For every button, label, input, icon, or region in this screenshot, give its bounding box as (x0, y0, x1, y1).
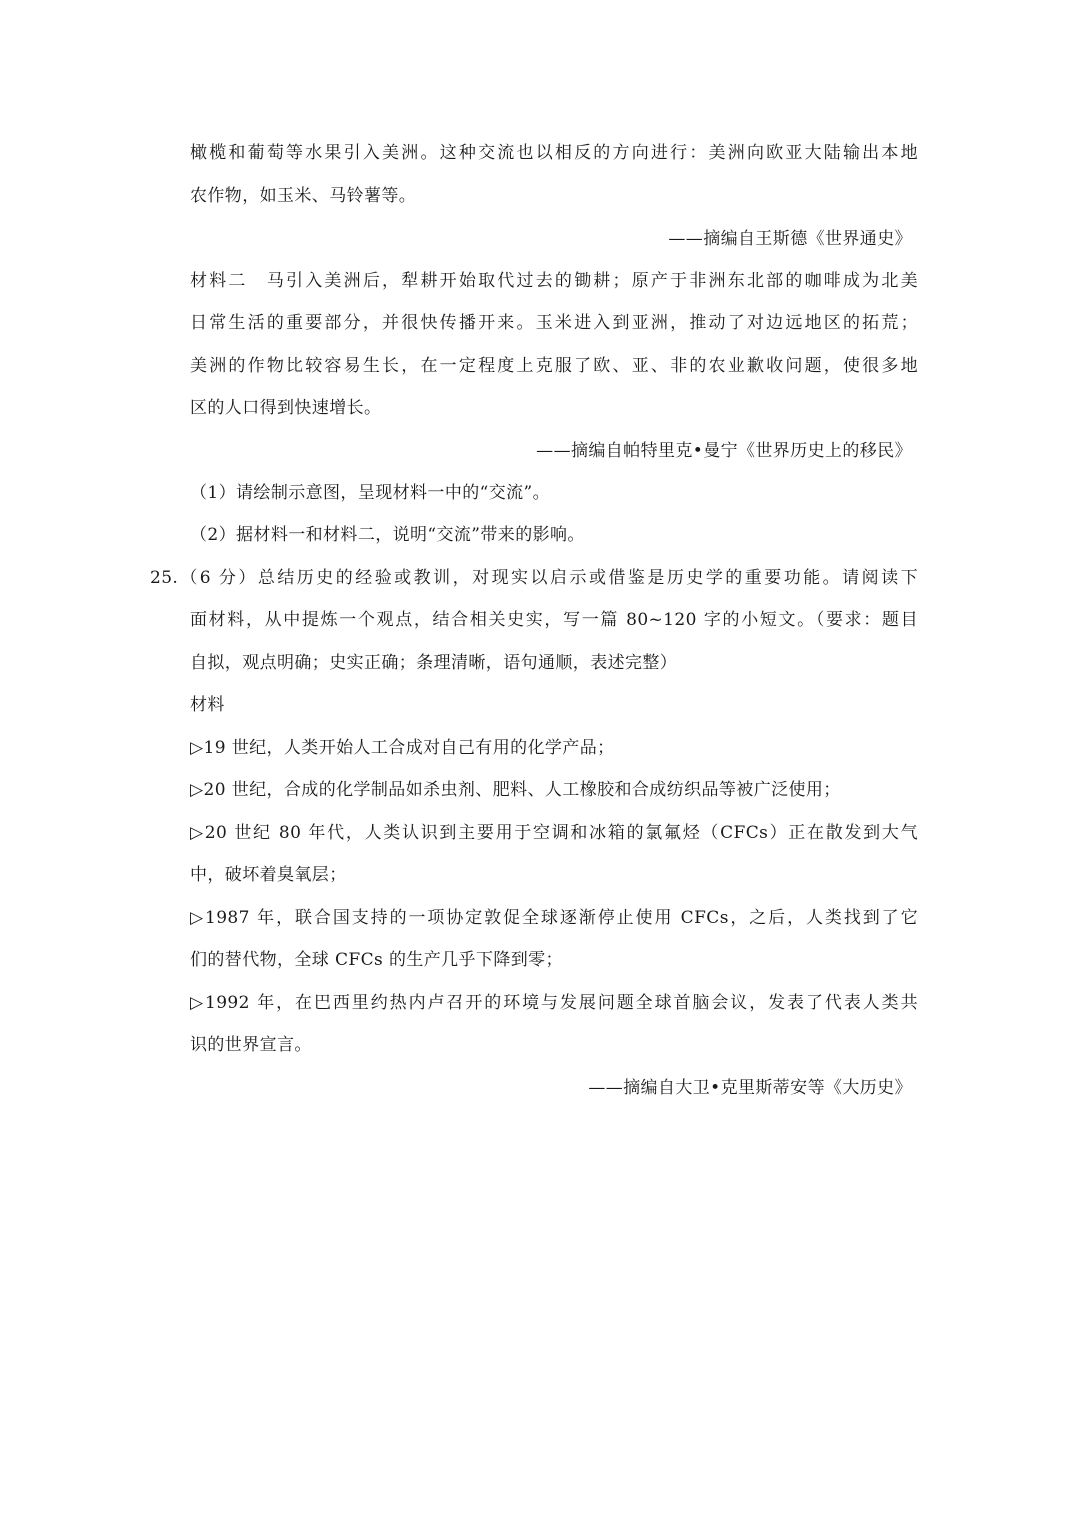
material2-line1: 材料二 马引入美洲后，犁耕开始取代过去的锄耕；原产于非洲东北部的咖啡成为北美 (190, 271, 918, 291)
question25-item5-line1: ▷1992 年，在巴西里约热内卢召开的环境与发展问题全球首脑会议，发表了代表人类共 (190, 993, 918, 1013)
material2-line3: 美洲的作物比较容易生长，在一定程度上克服了欧、亚、非的农业歉收问题，使很多地 (190, 356, 918, 376)
question25-line1: 25.（6 分）总结历史的经验或教训，对现实以启示或借鉴是历史学的重要功能。请阅读下 (150, 568, 918, 588)
question25-item2: ▷20 世纪，合成的化学制品如杀虫剂、肥料、人工橡胶和合成纺织品等被广泛使用； (190, 780, 841, 800)
question25-item5-line2: 识的世界宣言。 (190, 1035, 312, 1055)
question25-item3-line1: ▷20 世纪 80 年代，人类认识到主要用于空调和冰箱的氯氟烃（CFCs）正在散发到大气 (190, 823, 918, 843)
question24-part1: （1）请绘制示意图，呈现材料一中的“交流”。 (190, 483, 550, 503)
question25-item1: ▷19 世纪，人类开始人工合成对自己有用的化学产品； (190, 738, 615, 758)
question25-attribution: ——摘编自大卫•克里斯蒂安等《大历史》 (588, 1078, 912, 1098)
material1-line2: 农作物，如玉米、马铃薯等。 (190, 186, 417, 206)
material2-line2: 日常生活的重要部分，并很快传播开来。玉米进入到亚洲，推动了对边远地区的拓荒； (190, 313, 918, 333)
question25-line3: 自拟，观点明确；史实正确；条理清晰，语句通顺，表述完整） (190, 653, 678, 673)
material1-attribution: ——摘编自王斯德《世界通史》 (668, 229, 912, 249)
material2-line4: 区的人口得到快速增长。 (190, 398, 382, 418)
question25-item4-line1: ▷1987 年，联合国支持的一项协定敦促全球逐渐停止使用 CFCs，之后，人类找到了它 (190, 908, 918, 928)
question25-item3-line2: 中，破坏着臭氧层； (190, 865, 347, 885)
question24-part2: （2）据材料一和材料二，说明“交流”带来的影响。 (190, 525, 585, 545)
question25-item4-line2: 们的替代物，全球 CFCs 的生产几乎下降到零； (190, 950, 563, 970)
material1-line1: 橄榄和葡萄等水果引入美洲。这种交流也以相反的方向进行：美洲向欧亚大陆输出本地 (190, 143, 918, 163)
question25-material-label: 材料 (190, 695, 225, 715)
material2-attribution: ——摘编自帕特里克•曼宁《世界历史上的移民》 (536, 441, 912, 461)
question25-line2: 面材料，从中提炼一个观点，结合相关史实，写一篇 80~120 字的小短文。（要求：题目 (190, 610, 918, 630)
